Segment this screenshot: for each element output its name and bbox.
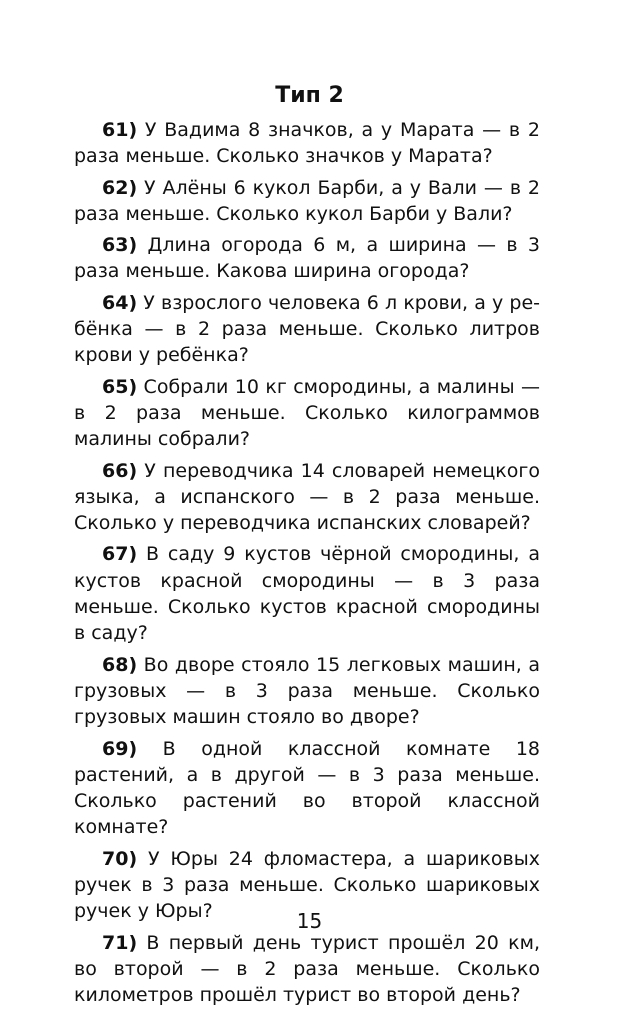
problem-text: Длина огорода 6 м, а ширина — в 3 раза меньше. Какова ширина огорода? xyxy=(74,234,540,283)
problem-number: 63) xyxy=(102,234,138,257)
problem-text: У Вадима 8 значков, а у Марата — в 2 раза меньше. Сколько значков у Марата? xyxy=(74,119,540,168)
problem-68 xyxy=(74,652,540,731)
problem-text: В первый день турист прошёл 20 км, во второй — в 2 раза меньше. Сколько километров прошёл турист во второй день? xyxy=(74,931,540,1007)
problem-66 xyxy=(74,458,540,537)
problem-text: Во дворе стояло 15 легковых машин, а грузовых — в 3 раза меньше. Сколько грузовых машин стояло во дворе? xyxy=(74,653,540,729)
problem-text: У Юры 24 фломастера, а шариковых ручек в 3 раза меньше. Сколько шариковых ручек у Юры? xyxy=(74,847,541,923)
problem-text: Собрали 10 кг смородины, а малины — в 2 раза меньше. Сколько килограммов малины собрали? xyxy=(74,375,541,451)
problem-number: 64) xyxy=(102,291,138,314)
problem-list xyxy=(74,117,540,1014)
page-number: 15 xyxy=(296,909,323,933)
problem-text: У Алёны 6 кукол Барби, а у Вали — в 2 раза меньше. Сколько кукол Барби у Вали? xyxy=(74,176,540,225)
problem-number: 67) xyxy=(102,543,138,566)
problem-71 xyxy=(74,930,540,1009)
problem-61 xyxy=(74,117,540,170)
section-title: Тип 2 xyxy=(275,83,344,108)
problem-number: 62) xyxy=(102,176,138,199)
problem-number: 66) xyxy=(102,459,138,482)
problem-67 xyxy=(74,541,540,646)
problem-69 xyxy=(74,736,540,841)
problem-text: У переводчика 14 словарей немецкого языка, а испанского — в 2 раза меньше. Сколько у переводчика испанских словарей? xyxy=(74,459,540,535)
problem-number: 68) xyxy=(102,653,138,676)
problem-text: У взрослого человека 6 л крови, а у ребёнка — в 2 раза меньше. Сколько литров крови у ребёнка? xyxy=(74,291,540,367)
problem-number: 61) xyxy=(102,119,138,141)
problem-number: 71) xyxy=(102,931,138,954)
problem-62 xyxy=(74,175,540,228)
problem-65 xyxy=(74,374,540,453)
problem-number: 70) xyxy=(102,847,138,870)
problem-text: В одной классной комнате 18 растений, а в другой — в 3 раза меньше. Сколько растений во второй классной комнате? xyxy=(74,737,540,839)
problem-text: В саду 9 кустов чёрной смородины, а кустов красной смородины — в 3 раза меньше. Сколько кустов красной смородины в саду? xyxy=(74,543,540,645)
problem-63 xyxy=(74,232,540,285)
problem-number: 65) xyxy=(102,375,138,398)
problem-number: 69) xyxy=(102,737,138,760)
problem-64 xyxy=(74,290,540,369)
